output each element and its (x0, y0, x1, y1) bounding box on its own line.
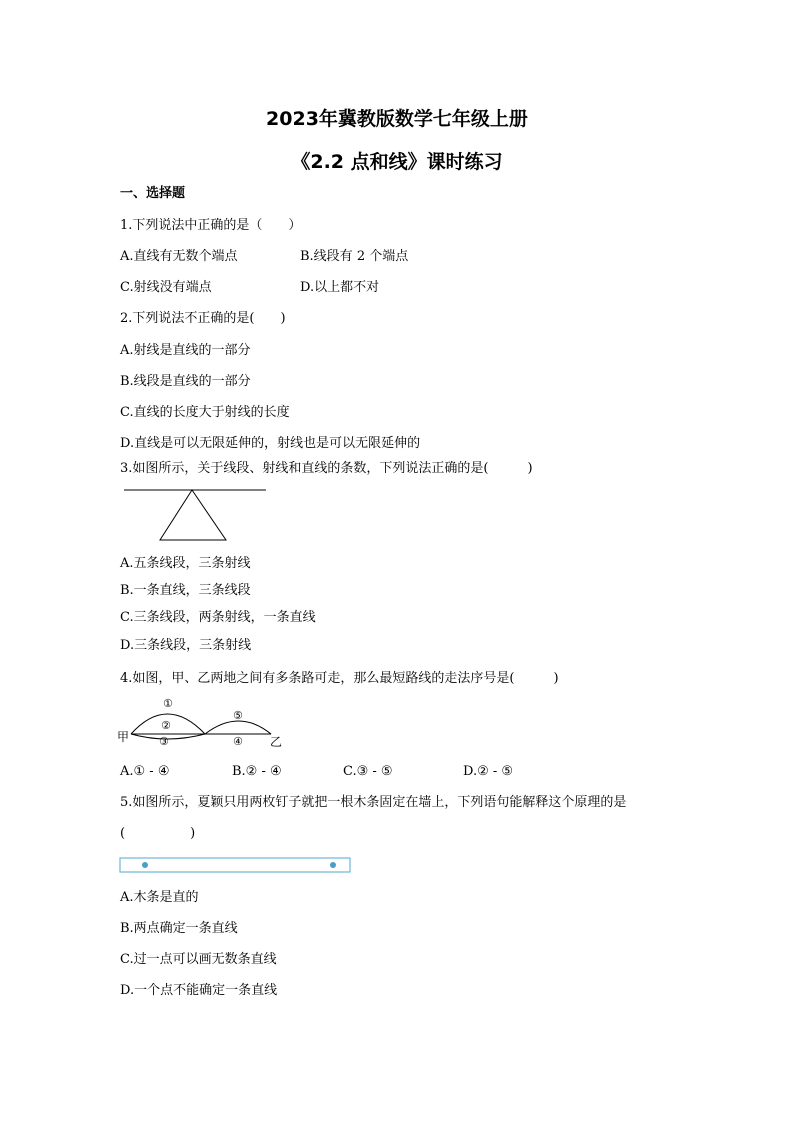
q4-option-a: A.① - ④ (120, 764, 170, 779)
q4-option-d: D.② - ⑤ (463, 764, 514, 779)
q3-option-a: A.五条线段，三条射线 (120, 556, 251, 571)
nail-right (330, 862, 336, 868)
q1-stem: 1.下列说法中正确的是（ ） (120, 218, 302, 233)
q1-option-c: C.射线没有端点 (120, 280, 212, 295)
q5-stem: 5.如图所示，夏颖只用两枚钉子就把一根木条固定在墙上，下列语句能解释这个原理的是 (120, 795, 627, 810)
route-2-label: ② (161, 719, 171, 732)
route-1-label: ① (163, 697, 173, 710)
q5-answer-paren: ( ) (120, 826, 196, 841)
q4-option-b: B.② - ④ (232, 764, 282, 779)
q3-stem: 3.如图所示，关于线段、射线和直线的条数，下列说法正确的是( ) (120, 461, 533, 476)
q5-option-b: B.两点确定一条直线 (120, 921, 238, 936)
q5-board-figure (119, 857, 353, 875)
start-label: 甲 (117, 730, 130, 744)
q3-option-d: D.三条线段，三条射线 (120, 638, 252, 653)
q3-option-c: C.三条线段，两条射线，一条直线 (120, 610, 316, 625)
route-4-label: ④ (233, 735, 243, 748)
q5-option-d: D.一个点不能确定一条直线 (120, 983, 278, 998)
q2-option-b: B.线段是直线的一部分 (120, 374, 251, 389)
q2-option-c: C.直线的长度大于射线的长度 (120, 405, 290, 420)
route-5 (205, 721, 271, 734)
q3-option-b: B.一条直线，三条线段 (120, 583, 251, 598)
q3-triangle-figure (120, 483, 270, 543)
q1-option-a: A.直线有无数个端点 (120, 249, 238, 264)
q4-stem: 4.如图，甲、乙两地之间有多条路可走，那么最短路线的走法序号是( ) (120, 671, 559, 686)
end-label: 乙 (270, 735, 283, 749)
q2-stem: 2.下列说法不正确的是( ) (120, 311, 286, 326)
q5-option-a: A.木条是直的 (120, 890, 199, 905)
q4-option-c: C.③ - ⑤ (343, 764, 393, 779)
page-subtitle: 《2.2 点和线》课时练习 (291, 151, 503, 173)
q3-triangle (160, 490, 226, 540)
q2-option-d: D.直线是可以无限延伸的，射线也是可以无限延伸的 (120, 436, 421, 451)
q1-option-d: D.以上都不对 (300, 280, 380, 295)
route-3-label: ③ (159, 735, 169, 748)
q2-option-a: A.射线是直线的一部分 (120, 343, 251, 358)
q4-route-figure (117, 694, 289, 750)
wooden-board (120, 858, 350, 872)
route-5-label: ⑤ (233, 709, 243, 722)
q5-option-c: C.过一点可以画无数条直线 (120, 952, 277, 967)
section-heading: 一、选择题 (120, 186, 186, 201)
page-title: 2023年冀教版数学七年级上册 (266, 108, 528, 130)
nail-left (142, 862, 148, 868)
q1-option-b: B.线段有 2 个端点 (300, 249, 409, 264)
